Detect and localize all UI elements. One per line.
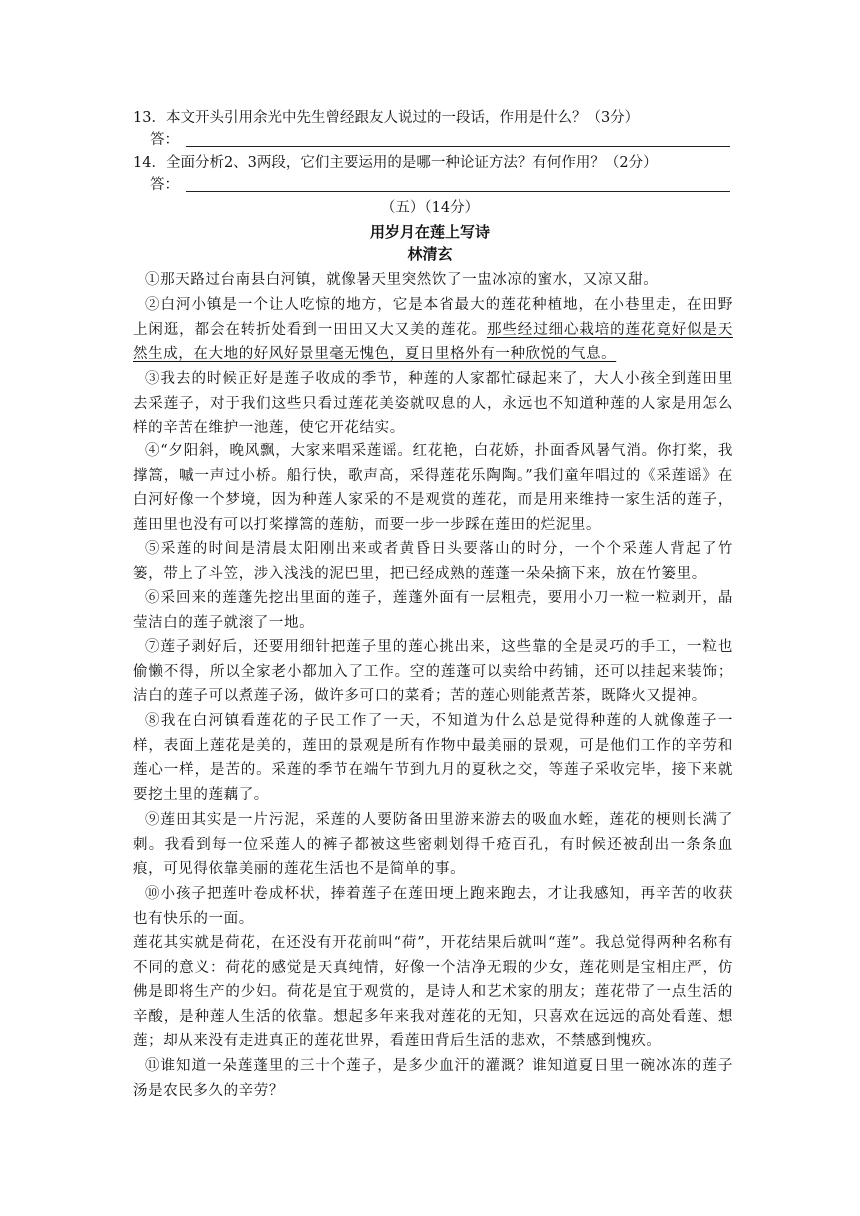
- question-14: 14．全面分析2、3两段，它们主要运用的是哪一种论证方法？有何作用？（2分）: [133, 155, 658, 171]
- section-header: （五）（14分）: [380, 200, 480, 216]
- paragraph-2-underlined: 那些经过细心栽培的莲花竟好似是天然生成，在大地的好风好景里毫无愧色，夏日里格外有一种欣悦的气息。: [133, 321, 733, 362]
- paragraph-5: ⑤采莲的时间是清晨太阳刚出来或者黄昏日头要落山的时分，一个个采莲人背起了竹篓，带上了斗笠，涉入浅浅的泥巴里，把已经成熟的莲蓬一朵朵摘下来，放在竹篓里。: [133, 541, 733, 582]
- article-author: 林清玄: [407, 245, 453, 263]
- paragraph-1: ①那天路过台南县白河镇，就像暑天里突然饮了一盅冰凉的蜜水，又凉又甜。: [145, 272, 659, 288]
- paragraph-9: ⑨莲田其实是一片污泥，采莲的人要防备田里游来游去的吸血水蛭，莲花的梗则长满了刺。我看到每一位采莲人的裤子都被这些密刺划得千疮百孔，有时候还被刮出一条条血痕，可见得依靠美丽的莲花生活也不是简单的事。: [133, 812, 733, 877]
- answer-label-13: 答：: [150, 132, 179, 148]
- answer-line-14[interactable]: [186, 191, 730, 192]
- paragraph-2-text: ②白河小镇是一个让人吃惊的地方，它是本省最大的莲花种植地，在小巷里走，在田野上闲逛，都会在转折处看到一田田又大又美的莲花。: [133, 297, 733, 338]
- paragraph-6: ⑥采回来的莲蓬先挖出里面的莲子，莲蓬外面有一层粗壳，要用小刀一粒一粒剥开，晶莹洁白的莲子就滚了一地。: [133, 590, 733, 631]
- paragraph-4: ④“夕阳斜，晚风飘，大家来唱采莲谣。红花艳，白花娇，扑面香风暑气消。你打桨，我撑篙，嘁一声过小桥。船行快，歌声高，采得莲花乐陶陶。”我们童年唱过的《采莲谣》在白河好像一个梦境，因为种莲人家采的不是观赏的莲花，而是用来维持一家生活的莲子，莲田里也没有可以打桨撑篙的莲舫，而要一步一步踩在莲田的烂泥里。: [133, 443, 733, 533]
- paragraph-2: [133, 293, 733, 367]
- paragraph-10: ⑩小孩子把莲叶卷成杯状，捧着莲子在莲田埂上跑来跑去，才让我感知，再辛苦的收获也有快乐的一面。: [133, 886, 733, 927]
- question-13: 13．本文开头引用余光中先生曾经跟友人说过的一段话，作用是什么？（3分）: [133, 110, 640, 126]
- article-title: 用岁月在莲上写诗: [369, 223, 490, 241]
- paragraph-11: ⑪谁知道一朵莲蓬里的三十个莲子，是多少血汗的灌溉？谁知道夏日里一碗冰冻的莲子汤是农民多久的辛劳？: [133, 1058, 733, 1099]
- paragraph-8: ⑧我在白河镇看莲花的子民工作了一天，不知道为什么总是觉得种莲的人就像莲子一样，表面上莲花是美的，莲田的景观是所有作物中最美丽的景观，可是他们工作的辛劳和莲心一样，是苦的。采莲的季节在端午节到九月的夏秋之交，等莲子采收完毕，接下来就要挖土里的莲藕了。: [133, 713, 733, 803]
- paragraph-3: ③我去的时候正好是莲子收成的季节，种莲的人家都忙碌起来了，大人小孩全到莲田里去采莲子，对于我们这些只看过莲花美姿就叹息的人，永远也不知道种莲的人家是用怎么样的辛苦在维护一池莲，使它开花结实。: [133, 371, 733, 436]
- answer-label-14: 答：: [150, 177, 179, 193]
- answer-line-13[interactable]: [186, 146, 730, 147]
- paragraph-7: ⑦莲子剥好后，还要用细针把莲子里的莲心挑出来，这些靠的全是灵巧的手工，一粒也偷懒不得，所以全家老小都加入了工作。空的莲蓬可以卖给中药铺，还可以挂起来装饰；洁白的莲子可以煮莲子汤，做许多可口的菜肴；苦的莲心则能煮苦茶，既降火又提神。: [133, 639, 733, 704]
- paragraph-10b: 莲花其实就是荷花，在还没有开花前叫“荷”，开花结果后就叫“莲”。我总觉得两种名称有不同的意义：荷花的感觉是天真纯情，好像一个洁净无瑕的少女，莲花则是宝相庄严，仿佛是即将生产的少妇。荷花是宜于观赏的，是诗人和艺术家的朋友；莲花带了一点生活的辛酸，是种莲人生活的依靠。想起多年来我对莲花的无知，只喜欢在远远的高处看莲、想莲；却从来没有走进真正的莲花世界，看莲田背后生活的悲欢，不禁感到愧疚。: [133, 935, 733, 1049]
